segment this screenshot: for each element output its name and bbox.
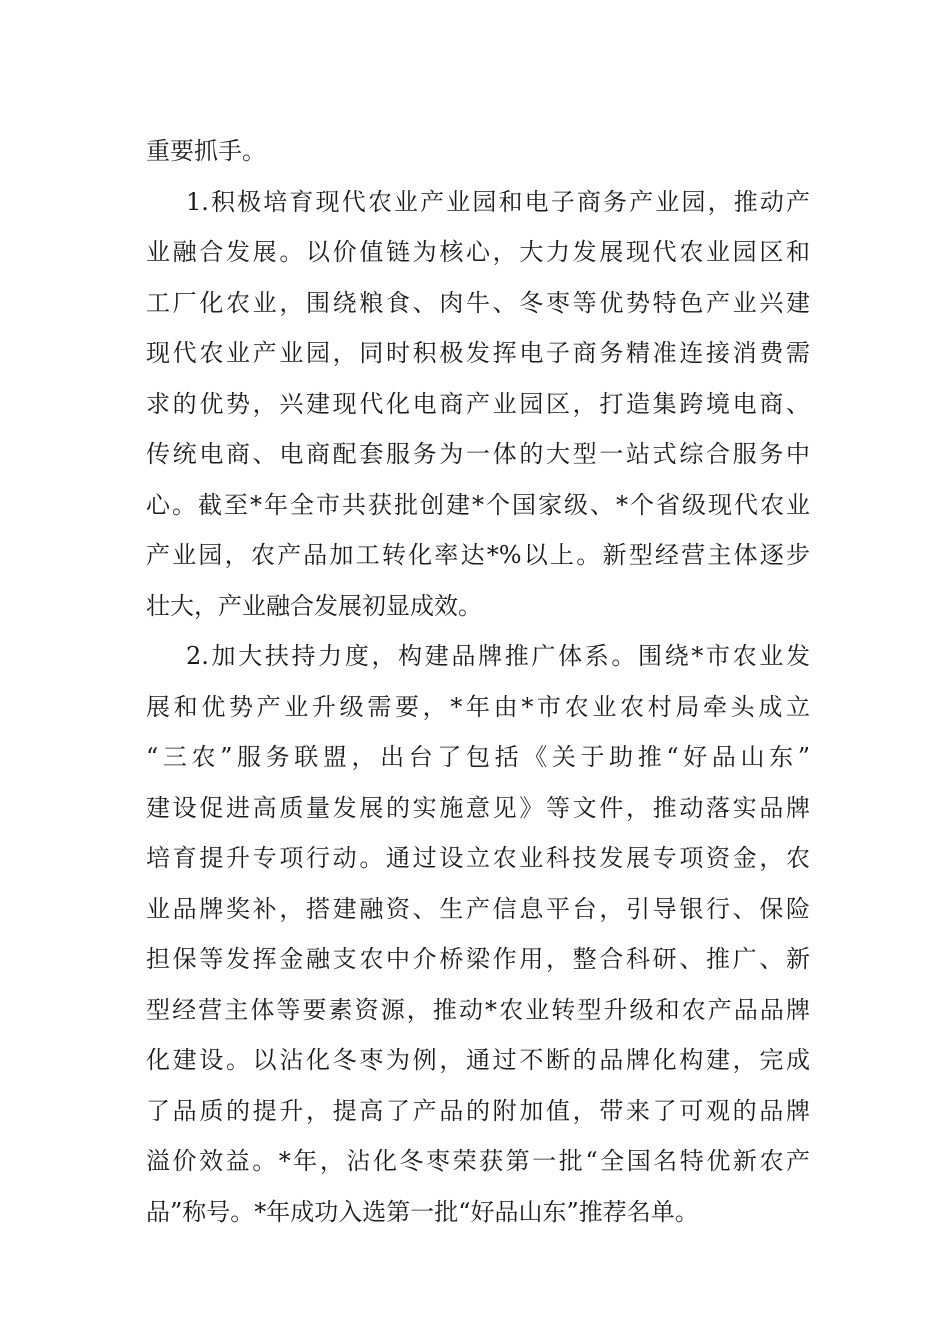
text-line-21: 溢价效益。*年，沾化冬枣荣获第一批“全国名特优新农产 <box>146 1147 810 1175</box>
text-line-14: 建设促进高质量发展的实施意见》等文件，推动落实品牌 <box>146 793 810 822</box>
text-line-1: 重要抓手。 <box>146 137 266 165</box>
paragraph-2-heading-line: 2.加大扶持力度，构建品牌推广体系。围绕*市农业发 <box>186 642 810 670</box>
text-line-22: 品”称号。*年成功入选第一批“好品山东”推荐名单。 <box>146 1197 699 1226</box>
text-line-10: 壮大，产业融合发展初显成效。 <box>146 591 482 620</box>
text-line-6: 求的优势，兴建现代化电商产业园区，打造集跨境电商、 <box>146 389 810 418</box>
text-line-4: 工厂化农业，围绕粮食、肉牛、冬枣等优势特色产业兴建 <box>146 288 810 317</box>
text-line-16: 业品牌奖补，搭建融资、生产信息平台，引导银行、保险 <box>146 894 810 923</box>
text-line-18: 型经营主体等要素资源，推动*农业转型升级和农产品品牌 <box>146 995 810 1024</box>
paragraph-1-heading-line: 1.积极培育现代农业产业园和电子商务产业园，推动产 <box>186 187 810 216</box>
text-line-9: 产业园，农产品加工转化率达*%以上。新型经营主体逐步 <box>146 541 810 569</box>
text-line-15: 培育提升专项行动。通过设立农业科技发展专项资金，农 <box>146 844 810 872</box>
text-line-20: 了品质的提升，提高了产品的附加值，带来了可观的品牌 <box>146 1096 810 1125</box>
text-line-7: 传统电商、电商配套服务为一体的大型一站式综合服务中 <box>146 440 810 468</box>
text-line-5: 现代农业产业园，同时积极发挥电子商务精准连接消费需 <box>146 339 810 367</box>
text-line-3: 业融合发展。以价值链为核心，大力发展现代农业园区和 <box>146 238 810 266</box>
text-line-8: 心。截至*年全市共获批创建*个国家级、*个省级现代农业 <box>146 490 810 519</box>
text-line-12: 展和优势产业升级需要，*年由*市农业农村局牵头成立 <box>146 692 810 721</box>
text-line-13: “三农”服务联盟，出台了包括《关于助推“好品山东” <box>146 743 810 771</box>
text-line-19: 化建设。以沾化冬枣为例，通过不断的品牌化构建，完成 <box>146 1046 810 1074</box>
body-text <box>146 126 810 1237</box>
text-line-17: 担保等发挥金融支农中介桥梁作用，整合科研、推广、新 <box>146 945 810 973</box>
